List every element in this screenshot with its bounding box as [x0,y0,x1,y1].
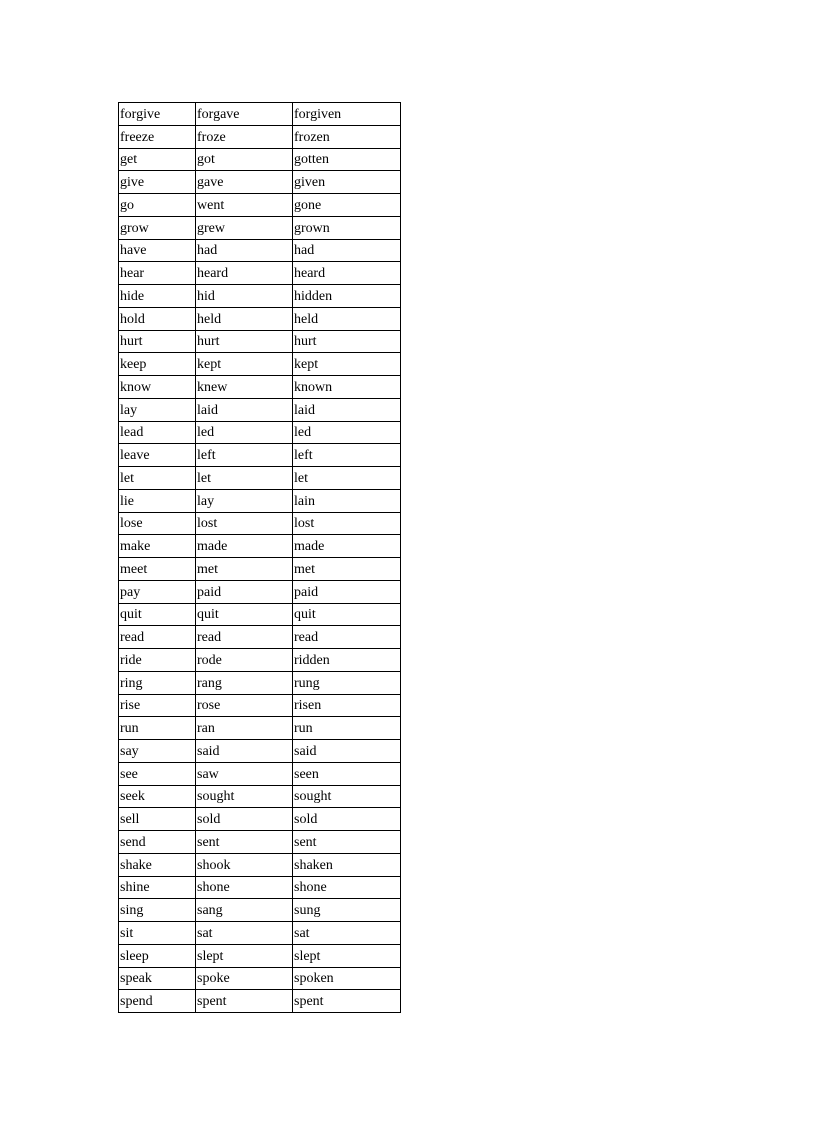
past-simple-cell: read [196,626,293,649]
base-form-cell: sleep [119,944,196,967]
table-row [119,853,401,876]
past-participle-cell: made [293,535,401,558]
past-participle-cell: sat [293,922,401,945]
past-simple-cell: spent [196,990,293,1013]
table-row [119,467,401,490]
past-participle-cell: shaken [293,853,401,876]
base-form-cell: leave [119,444,196,467]
past-simple-cell: rode [196,649,293,672]
past-simple-cell: rang [196,671,293,694]
table-row [119,990,401,1013]
table-row [119,671,401,694]
table-row [119,330,401,353]
past-participle-cell: had [293,239,401,262]
table-row [119,239,401,262]
table-row [119,512,401,535]
base-form-cell: grow [119,216,196,239]
past-participle-cell: slept [293,944,401,967]
past-participle-cell: spent [293,990,401,1013]
past-simple-cell: saw [196,762,293,785]
table-row [119,785,401,808]
past-participle-cell: sold [293,808,401,831]
base-form-cell: have [119,239,196,262]
past-participle-cell: lain [293,489,401,512]
table-row [119,444,401,467]
past-participle-cell: let [293,467,401,490]
base-form-cell: lie [119,489,196,512]
past-participle-cell: seen [293,762,401,785]
base-form-cell: ring [119,671,196,694]
verb-table-body [119,103,401,1013]
past-simple-cell: ran [196,717,293,740]
past-participle-cell: forgiven [293,103,401,126]
base-form-cell: seek [119,785,196,808]
past-participle-cell: read [293,626,401,649]
past-simple-cell: quit [196,603,293,626]
table-row [119,717,401,740]
past-participle-cell: frozen [293,125,401,148]
past-participle-cell: held [293,307,401,330]
past-simple-cell: knew [196,376,293,399]
past-participle-cell: run [293,717,401,740]
past-participle-cell: grown [293,216,401,239]
past-simple-cell: made [196,535,293,558]
past-simple-cell: sold [196,808,293,831]
base-form-cell: hear [119,262,196,285]
base-form-cell: hide [119,285,196,308]
past-simple-cell: let [196,467,293,490]
base-form-cell: pay [119,580,196,603]
table-row [119,808,401,831]
past-participle-cell: paid [293,580,401,603]
past-simple-cell: slept [196,944,293,967]
irregular-verb-table [118,102,401,1013]
past-participle-cell: hurt [293,330,401,353]
past-simple-cell: sought [196,785,293,808]
base-form-cell: lose [119,512,196,535]
past-participle-cell: gotten [293,148,401,171]
past-participle-cell: quit [293,603,401,626]
past-simple-cell: sang [196,899,293,922]
past-participle-cell: risen [293,694,401,717]
past-simple-cell: went [196,194,293,217]
past-simple-cell: met [196,558,293,581]
base-form-cell: send [119,831,196,854]
past-participle-cell: said [293,740,401,763]
past-participle-cell: given [293,171,401,194]
table-row [119,899,401,922]
past-simple-cell: lost [196,512,293,535]
table-row [119,740,401,763]
past-simple-cell: froze [196,125,293,148]
past-participle-cell: left [293,444,401,467]
past-simple-cell: sat [196,922,293,945]
table-row [119,489,401,512]
base-form-cell: let [119,467,196,490]
table-row [119,171,401,194]
base-form-cell: meet [119,558,196,581]
base-form-cell: go [119,194,196,217]
past-simple-cell: grew [196,216,293,239]
table-row [119,194,401,217]
table-row [119,103,401,126]
table-row [119,216,401,239]
past-simple-cell: held [196,307,293,330]
past-simple-cell: paid [196,580,293,603]
base-form-cell: get [119,148,196,171]
past-simple-cell: forgave [196,103,293,126]
past-simple-cell: spoke [196,967,293,990]
past-participle-cell: ridden [293,649,401,672]
past-simple-cell: heard [196,262,293,285]
base-form-cell: make [119,535,196,558]
base-form-cell: give [119,171,196,194]
past-simple-cell: hid [196,285,293,308]
table-row [119,967,401,990]
base-form-cell: sing [119,899,196,922]
table-row [119,694,401,717]
past-participle-cell: hidden [293,285,401,308]
past-participle-cell: led [293,421,401,444]
past-simple-cell: gave [196,171,293,194]
base-form-cell: spend [119,990,196,1013]
past-simple-cell: left [196,444,293,467]
table-row [119,944,401,967]
base-form-cell: lay [119,398,196,421]
past-participle-cell: lost [293,512,401,535]
table-row [119,262,401,285]
table-row [119,376,401,399]
past-participle-cell: met [293,558,401,581]
base-form-cell: shake [119,853,196,876]
past-participle-cell: sought [293,785,401,808]
table-row [119,762,401,785]
base-form-cell: speak [119,967,196,990]
past-participle-cell: kept [293,353,401,376]
base-form-cell: rise [119,694,196,717]
table-row [119,125,401,148]
past-participle-cell: known [293,376,401,399]
base-form-cell: hold [119,307,196,330]
past-participle-cell: gone [293,194,401,217]
table-row [119,876,401,899]
base-form-cell: run [119,717,196,740]
past-simple-cell: said [196,740,293,763]
base-form-cell: shine [119,876,196,899]
table-row [119,649,401,672]
past-simple-cell: had [196,239,293,262]
table-row [119,421,401,444]
past-simple-cell: shook [196,853,293,876]
table-row [119,580,401,603]
base-form-cell: keep [119,353,196,376]
base-form-cell: sell [119,808,196,831]
table-row [119,922,401,945]
past-participle-cell: laid [293,398,401,421]
table-row [119,398,401,421]
table-row [119,535,401,558]
table-row [119,148,401,171]
base-form-cell: read [119,626,196,649]
base-form-cell: know [119,376,196,399]
table-row [119,831,401,854]
past-participle-cell: heard [293,262,401,285]
past-simple-cell: sent [196,831,293,854]
base-form-cell: ride [119,649,196,672]
table-row [119,626,401,649]
past-simple-cell: laid [196,398,293,421]
base-form-cell: sit [119,922,196,945]
past-participle-cell: rung [293,671,401,694]
past-simple-cell: lay [196,489,293,512]
past-simple-cell: led [196,421,293,444]
base-form-cell: forgive [119,103,196,126]
table-row [119,558,401,581]
table-row [119,353,401,376]
base-form-cell: quit [119,603,196,626]
past-participle-cell: shone [293,876,401,899]
past-simple-cell: hurt [196,330,293,353]
past-simple-cell: got [196,148,293,171]
past-participle-cell: sent [293,831,401,854]
past-simple-cell: rose [196,694,293,717]
past-participle-cell: sung [293,899,401,922]
base-form-cell: see [119,762,196,785]
table-row [119,603,401,626]
past-simple-cell: kept [196,353,293,376]
past-simple-cell: shone [196,876,293,899]
table-row [119,307,401,330]
base-form-cell: lead [119,421,196,444]
base-form-cell: say [119,740,196,763]
table-row [119,285,401,308]
base-form-cell: hurt [119,330,196,353]
past-participle-cell: spoken [293,967,401,990]
base-form-cell: freeze [119,125,196,148]
